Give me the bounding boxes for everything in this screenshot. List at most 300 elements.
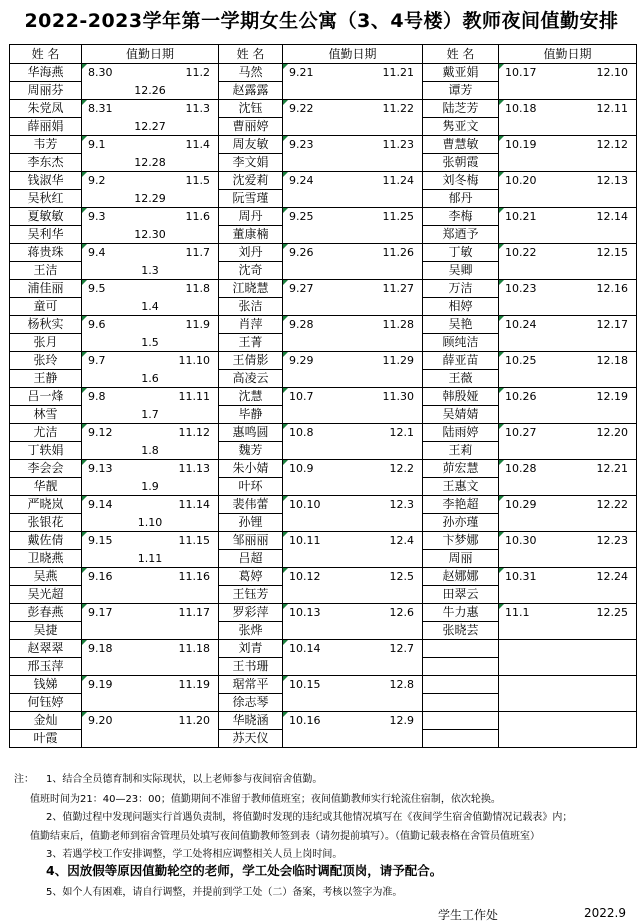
- duty-date: 11.25: [382, 210, 414, 223]
- duty-date: 11.15: [178, 534, 210, 547]
- teacher-name: 吕超: [219, 550, 283, 568]
- duty-date: 9.16: [88, 570, 113, 583]
- duty-date: 12.27: [134, 119, 166, 133]
- duty-date: 9.29: [289, 354, 314, 367]
- teacher-name: 华海燕: [10, 64, 82, 82]
- duty-date-cell: [283, 190, 423, 208]
- note-2: 2、值勤过程中发现问题实行首遇负责制，将值勤时发现的违纪或其他情况填写在《夜间学生宿舍值勤情况记载表》内；: [46, 812, 573, 823]
- duty-date-cell: [283, 730, 423, 748]
- teacher-name: 王菁: [219, 334, 283, 352]
- duty-date: 12.12: [596, 138, 628, 151]
- issue-date: 2022.9: [584, 906, 626, 920]
- duty-date-cell: [283, 154, 423, 172]
- duty-date-cell: [82, 586, 219, 604]
- duty-date: 10.18: [505, 102, 537, 115]
- duty-date-cell: [499, 568, 637, 586]
- teacher-name: 周丽: [423, 550, 499, 568]
- teacher-name: 吴秋红: [10, 190, 82, 208]
- duty-date: 9.7: [88, 354, 106, 367]
- duty-date-cell: [82, 514, 219, 532]
- teacher-name: 茆宏慧: [423, 460, 499, 478]
- duty-date-cell: [499, 730, 637, 748]
- duty-date-cell: [82, 406, 219, 424]
- comment-marker: [283, 460, 288, 465]
- duty-date: 11.3: [185, 102, 210, 115]
- duty-date-cell: [499, 334, 637, 352]
- teacher-name: 华靓: [10, 478, 82, 496]
- teacher-name: 周丽芬: [10, 82, 82, 100]
- teacher-name: 吴捷: [10, 622, 82, 640]
- teacher-name: 王倩影: [219, 352, 283, 370]
- duty-date-cell: [499, 172, 637, 190]
- comment-marker: [283, 640, 288, 645]
- table-row: [10, 352, 637, 370]
- duty-date: 9.14: [88, 498, 113, 511]
- duty-date: 12.6: [389, 606, 414, 619]
- duty-date-cell: [283, 514, 423, 532]
- teacher-name: 江晓慧: [219, 280, 283, 298]
- teacher-name: 卫晓燕: [10, 550, 82, 568]
- comment-marker: [82, 136, 87, 141]
- duty-date: 9.27: [289, 282, 314, 295]
- duty-date-cell: [82, 388, 219, 406]
- teacher-name: 蒋贵珠: [10, 244, 82, 262]
- comment-marker: [82, 244, 87, 249]
- duty-date-cell: [82, 622, 219, 640]
- duty-date: 11.27: [382, 282, 414, 295]
- teacher-name: 王莉: [423, 442, 499, 460]
- duty-date: 12.9: [389, 714, 414, 727]
- duty-date: 9.18: [88, 642, 113, 655]
- duty-date: 12.5: [389, 570, 414, 583]
- duty-date-cell: [283, 82, 423, 100]
- table-row: [10, 370, 637, 388]
- note-3: 3、若遇学校工作安排调整，学工处将相应调整相关人员上岗时间。: [46, 849, 343, 860]
- duty-date: 1.4: [141, 299, 159, 313]
- duty-date-cell: [499, 298, 637, 316]
- duty-table: [9, 44, 637, 748]
- duty-date: 9.6: [88, 318, 106, 331]
- comment-marker: [283, 604, 288, 609]
- duty-date-cell: [499, 352, 637, 370]
- table-row: [10, 514, 637, 532]
- teacher-name: 董康楠: [219, 226, 283, 244]
- comment-marker: [82, 460, 87, 465]
- duty-date: 10.19: [505, 138, 537, 151]
- teacher-name: 马然: [219, 64, 283, 82]
- note-2-continued: 值勤结束后，值勤老师到宿舍管理员处填写夜间值勤教师签到表（请勿提前填写）。（值勤记载表格在舍管员值班室）: [30, 831, 540, 842]
- comment-marker: [82, 640, 87, 645]
- duty-date: 11.9: [185, 318, 210, 331]
- duty-date-cell: [82, 136, 219, 154]
- duty-date: 11.24: [382, 174, 414, 187]
- duty-date-cell: [283, 496, 423, 514]
- duty-date-cell: [499, 100, 637, 118]
- teacher-name: 高凌云: [219, 370, 283, 388]
- teacher-name: 吴婧婧: [423, 406, 499, 424]
- duty-date: 12.15: [596, 246, 628, 259]
- duty-date: 10.9: [289, 462, 314, 475]
- teacher-name: 张朝霞: [423, 154, 499, 172]
- duty-date-cell: [283, 226, 423, 244]
- page-title: 2022-2023学年第一学期女生公寓（3、4号楼）教师夜间值勤安排: [24, 10, 619, 32]
- duty-date: 9.22: [289, 102, 314, 115]
- duty-date: 11.6: [185, 210, 210, 223]
- comment-marker: [283, 352, 288, 357]
- duty-date: 9.8: [88, 390, 106, 403]
- teacher-name: 钱娣: [10, 676, 82, 694]
- duty-date: 9.2: [88, 174, 106, 187]
- duty-date: 9.1: [88, 138, 106, 151]
- duty-date: 1.7: [141, 407, 159, 421]
- teacher-name: 吴卿: [423, 262, 499, 280]
- duty-date-cell: [499, 64, 637, 82]
- date-header: 值勤日期: [82, 45, 219, 64]
- table-row: [10, 460, 637, 478]
- duty-date-cell: [283, 622, 423, 640]
- teacher-name: 丁敏: [423, 244, 499, 262]
- comment-marker: [82, 604, 87, 609]
- comment-marker: [82, 712, 87, 717]
- duty-date-cell: [283, 712, 423, 730]
- duty-date-cell: [82, 478, 219, 496]
- teacher-name: [423, 640, 499, 658]
- duty-date: 11.18: [178, 642, 210, 655]
- duty-date-cell: [82, 244, 219, 262]
- duty-date: 1.5: [141, 335, 159, 349]
- teacher-name: 孙锂: [219, 514, 283, 532]
- duty-date: 10.10: [289, 498, 321, 511]
- duty-date-cell: [283, 586, 423, 604]
- table-row: [10, 532, 637, 550]
- duty-date-cell: [283, 100, 423, 118]
- comment-marker: [82, 100, 87, 105]
- duty-date: 1.8: [141, 443, 159, 457]
- duty-date: 10.7: [289, 390, 314, 403]
- comment-marker: [82, 280, 87, 285]
- comment-marker: [499, 280, 504, 285]
- teacher-name: 肖萍: [219, 316, 283, 334]
- duty-date: 11.7: [185, 246, 210, 259]
- teacher-name: 张晓芸: [423, 622, 499, 640]
- teacher-name: 刘丹: [219, 244, 283, 262]
- duty-date: 11.30: [382, 390, 414, 403]
- duty-date: 10.31: [505, 570, 537, 583]
- duty-date: 11.16: [178, 570, 210, 583]
- table-row: [10, 640, 637, 658]
- duty-date-cell: [82, 334, 219, 352]
- duty-date: 11.1: [505, 606, 530, 619]
- note-5: 5、如个人有困难，请自行调整，并提前到学工处（二）备案，考核以签字为准。: [46, 887, 403, 898]
- comment-marker: [283, 280, 288, 285]
- teacher-name: 卞梦娜: [423, 532, 499, 550]
- duty-date: 8.30: [88, 66, 113, 79]
- duty-date-cell: [82, 316, 219, 334]
- note-4: 4、因放假等原因值勤轮空的老师，学工处会临时调配顶岗，请予配合。: [46, 863, 443, 878]
- duty-date: 1.10: [137, 515, 163, 529]
- duty-date-cell: [499, 388, 637, 406]
- teacher-name: 曹慧敏: [423, 136, 499, 154]
- table-row: [10, 406, 637, 424]
- duty-date: 1.3: [141, 263, 159, 277]
- teacher-name: 吕一烽: [10, 388, 82, 406]
- comment-marker: [499, 352, 504, 357]
- teacher-name: 钱淑华: [10, 172, 82, 190]
- duty-date: 9.28: [289, 318, 314, 331]
- teacher-name: 吴光超: [10, 586, 82, 604]
- duty-date-cell: [283, 64, 423, 82]
- table-row: [10, 136, 637, 154]
- teacher-name: 张玲: [10, 352, 82, 370]
- comment-marker: [82, 388, 87, 393]
- teacher-name: 赵娜娜: [423, 568, 499, 586]
- duty-date: 9.17: [88, 606, 113, 619]
- duty-date: 11.17: [178, 606, 210, 619]
- teacher-name: 陆雨婷: [423, 424, 499, 442]
- table-row: [10, 424, 637, 442]
- teacher-name: 叶霞: [10, 730, 82, 748]
- comment-marker: [283, 64, 288, 69]
- duty-date-cell: [82, 424, 219, 442]
- comment-marker: [499, 460, 504, 465]
- table-row: [10, 712, 637, 730]
- teacher-name: 万洁: [423, 280, 499, 298]
- duty-date: 10.20: [505, 174, 537, 187]
- teacher-name: 浦佳丽: [10, 280, 82, 298]
- table-row: [10, 118, 637, 136]
- teacher-name: 刘青: [219, 640, 283, 658]
- table-row: [10, 334, 637, 352]
- duty-date: 11.14: [178, 498, 210, 511]
- teacher-name: 何钰婷: [10, 694, 82, 712]
- duty-date-cell: [499, 190, 637, 208]
- teacher-name: 陆芝芳: [423, 100, 499, 118]
- duty-date-cell: [283, 640, 423, 658]
- teacher-name: 孙亦瑾: [423, 514, 499, 532]
- duty-date-cell: [283, 388, 423, 406]
- duty-date-cell: [82, 532, 219, 550]
- duty-date: 10.13: [289, 606, 321, 619]
- table-row: [10, 388, 637, 406]
- table-row: [10, 100, 637, 118]
- teacher-name: [423, 730, 499, 748]
- teacher-name: 韩殷娅: [423, 388, 499, 406]
- duty-date: 12.3: [389, 498, 414, 511]
- table-row: [10, 82, 637, 100]
- duty-date: 12.17: [596, 318, 628, 331]
- duty-date: 11.13: [178, 462, 210, 475]
- duty-date: 12.28: [134, 155, 166, 169]
- duty-date-cell: [499, 118, 637, 136]
- duty-date-cell: [283, 568, 423, 586]
- duty-date: 12.21: [596, 462, 628, 475]
- teacher-name: 朱党凤: [10, 100, 82, 118]
- duty-date-cell: [82, 460, 219, 478]
- date-header: 值勤日期: [283, 45, 423, 64]
- teacher-name: 毕静: [219, 406, 283, 424]
- teacher-name: 薛亚苗: [423, 352, 499, 370]
- comment-marker: [82, 172, 87, 177]
- duty-date-cell: [283, 172, 423, 190]
- duty-date: 11.2: [185, 66, 210, 79]
- table-row: [10, 154, 637, 172]
- duty-date-cell: [82, 208, 219, 226]
- comment-marker: [283, 676, 288, 681]
- duty-date-cell: [283, 424, 423, 442]
- duty-date: 10.30: [505, 534, 537, 547]
- duty-date-cell: [283, 334, 423, 352]
- teacher-name: 沈慧: [219, 388, 283, 406]
- duty-date-cell: [82, 82, 219, 100]
- duty-date: 9.3: [88, 210, 106, 223]
- duty-date: 10.24: [505, 318, 537, 331]
- duty-date-cell: [283, 370, 423, 388]
- teacher-name: 谭芳: [423, 82, 499, 100]
- comment-marker: [82, 64, 87, 69]
- teacher-name: 李东杰: [10, 154, 82, 172]
- duty-date: 12.2: [389, 462, 414, 475]
- duty-date-cell: [82, 100, 219, 118]
- table-row: [10, 64, 637, 82]
- teacher-name: 薛丽娟: [10, 118, 82, 136]
- teacher-name: 张银花: [10, 514, 82, 532]
- comment-marker: [82, 316, 87, 321]
- duty-date-cell: [283, 532, 423, 550]
- teacher-name: 戴佐倩: [10, 532, 82, 550]
- duty-date: 10.14: [289, 642, 321, 655]
- teacher-name: 周丹: [219, 208, 283, 226]
- teacher-name: 赵露露: [219, 82, 283, 100]
- teacher-name: 牛力惠: [423, 604, 499, 622]
- duty-date: 10.16: [289, 714, 321, 727]
- teacher-name: [423, 712, 499, 730]
- duty-date-cell: [82, 154, 219, 172]
- teacher-name: 韦芳: [10, 136, 82, 154]
- duty-date: 12.29: [134, 191, 166, 205]
- comment-marker: [283, 172, 288, 177]
- teacher-name: 吴利华: [10, 226, 82, 244]
- duty-date-cell: [499, 424, 637, 442]
- duty-date: 12.10: [596, 66, 628, 79]
- duty-date-cell: [499, 136, 637, 154]
- comment-marker: [283, 388, 288, 393]
- teacher-name: [423, 676, 499, 694]
- teacher-name: 林雪: [10, 406, 82, 424]
- duty-date-cell: [499, 208, 637, 226]
- duty-date-cell: [82, 604, 219, 622]
- duty-date-cell: [499, 622, 637, 640]
- teacher-name: 刘冬梅: [423, 172, 499, 190]
- teacher-name: 王惠文: [423, 478, 499, 496]
- duty-date: 1.11: [137, 551, 163, 565]
- duty-date: 12.4: [389, 534, 414, 547]
- comment-marker: [283, 568, 288, 573]
- teacher-name: 李文娟: [219, 154, 283, 172]
- table-row: [10, 190, 637, 208]
- duty-date: 10.15: [289, 678, 321, 691]
- duty-date-cell: [499, 406, 637, 424]
- duty-date: 10.21: [505, 210, 537, 223]
- duty-date-cell: [499, 676, 637, 694]
- duty-date: 11.20: [178, 714, 210, 727]
- comment-marker: [499, 172, 504, 177]
- duty-date: 9.21: [289, 66, 314, 79]
- duty-date-cell: [499, 280, 637, 298]
- duty-date-cell: [499, 262, 637, 280]
- duty-date-cell: [283, 478, 423, 496]
- comment-marker: [283, 244, 288, 249]
- teacher-name: 金灿: [10, 712, 82, 730]
- teacher-name: 吴艳: [423, 316, 499, 334]
- notes-label: 注：: [14, 774, 34, 785]
- duty-date-cell: [499, 244, 637, 262]
- table-row: [10, 298, 637, 316]
- comment-marker: [499, 424, 504, 429]
- teacher-name: 吴燕: [10, 568, 82, 586]
- teacher-name: 朱小婧: [219, 460, 283, 478]
- duty-date: 11.23: [382, 138, 414, 151]
- duty-date: 12.1: [389, 426, 414, 439]
- comment-marker: [283, 136, 288, 141]
- teacher-name: 裴伟蕾: [219, 496, 283, 514]
- duty-date: 11.12: [178, 426, 210, 439]
- duty-date-cell: [499, 82, 637, 100]
- duty-date-cell: [82, 172, 219, 190]
- duty-date: 10.29: [505, 498, 537, 511]
- teacher-name: 彭春燕: [10, 604, 82, 622]
- duty-date: 10.26: [505, 390, 537, 403]
- table-row: [10, 208, 637, 226]
- teacher-name: 赵翠翠: [10, 640, 82, 658]
- duty-date-cell: [82, 64, 219, 82]
- duty-date: 12.22: [596, 498, 628, 511]
- duty-date: 10.17: [505, 66, 537, 79]
- date-header: 值勤日期: [499, 45, 637, 64]
- comment-marker: [499, 496, 504, 501]
- duty-date-cell: [499, 316, 637, 334]
- comment-marker: [499, 388, 504, 393]
- comment-marker: [283, 316, 288, 321]
- duty-date-cell: [283, 298, 423, 316]
- duty-date: 8.31: [88, 102, 113, 115]
- duty-date: 11.28: [382, 318, 414, 331]
- duty-date-cell: [82, 496, 219, 514]
- duty-date: 11.26: [382, 246, 414, 259]
- teacher-name: 沈钰: [219, 100, 283, 118]
- teacher-name: 张洁: [219, 298, 283, 316]
- duty-date-cell: [499, 694, 637, 712]
- teacher-name: 相婷: [423, 298, 499, 316]
- table-row: [10, 604, 637, 622]
- teacher-name: 戴亚娟: [423, 64, 499, 82]
- duty-date: 12.30: [134, 227, 166, 241]
- teacher-name: 张烨: [219, 622, 283, 640]
- duty-date-cell: [499, 712, 637, 730]
- duty-date-cell: [82, 352, 219, 370]
- duty-date-cell: [283, 208, 423, 226]
- duty-date: 12.11: [596, 102, 628, 115]
- teacher-name: 惠鸣圆: [219, 424, 283, 442]
- teacher-name: 李会会: [10, 460, 82, 478]
- duty-date: 1.9: [141, 479, 159, 493]
- teacher-name: 沈爱莉: [219, 172, 283, 190]
- teacher-name: [423, 658, 499, 676]
- duty-date-cell: [499, 478, 637, 496]
- duty-date: 9.13: [88, 462, 113, 475]
- duty-date-cell: [283, 244, 423, 262]
- comment-marker: [283, 208, 288, 213]
- table-row: [10, 694, 637, 712]
